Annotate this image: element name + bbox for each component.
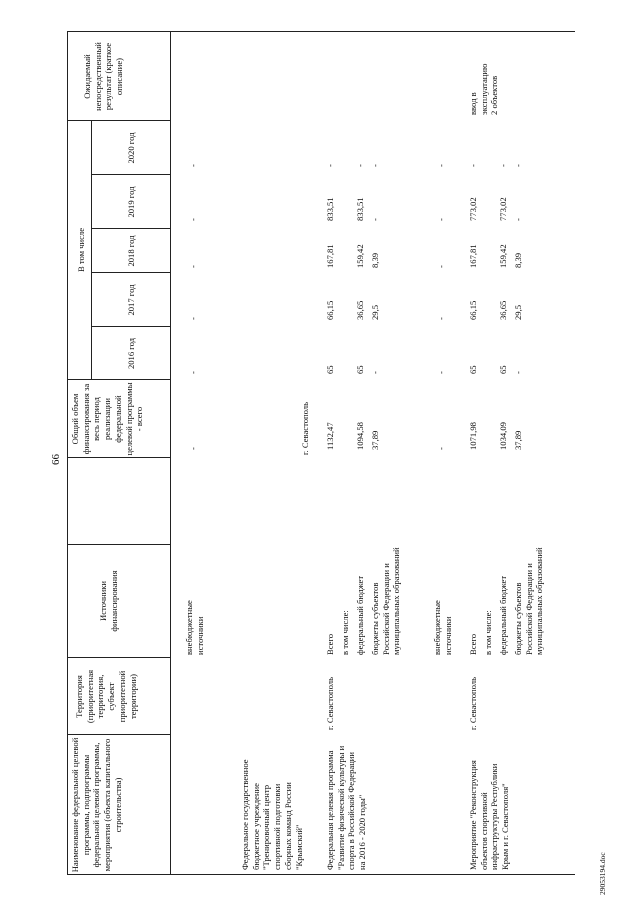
institution-name: Федеральное государственное бюджетное учреждение "Тренировочный центр спортивной подготовки сборных команд России "Крымский" [240, 759, 304, 870]
value-cell: - [436, 164, 446, 167]
value-cell: - [513, 371, 523, 374]
header-2017: 2017 год [126, 284, 136, 316]
col-rule [91, 174, 170, 175]
value-cell: - [188, 371, 198, 374]
carry-over-source: внебюджетные источники [184, 600, 205, 655]
header-2016: 2016 год [126, 337, 136, 370]
value-cell: 833,51 [325, 197, 335, 221]
value-cell: - [436, 371, 446, 374]
value-cell: 1071,98 [468, 422, 478, 450]
value-cell: - [436, 317, 446, 320]
value-cell: 65 [325, 365, 335, 374]
col-rule [67, 457, 170, 458]
value-cell: - [188, 447, 198, 450]
value-cell: 773,02 [468, 197, 478, 221]
col-rule [67, 657, 170, 658]
value-cell: - [370, 164, 380, 167]
measure-line-source: федеральный бюджет [498, 575, 508, 655]
measure-result: ввод в эксплуатацию 2 объектов [468, 63, 500, 115]
value-cell: 833,51 [355, 197, 365, 221]
header-2019: 2019 год [126, 186, 136, 218]
value-cell: 159,42 [355, 244, 365, 268]
value-cell: - [325, 164, 335, 167]
value-cell: 36,65 [355, 300, 365, 320]
page-number: 66 [50, 454, 62, 465]
col-rule [67, 544, 170, 545]
subheader-rule [91, 121, 92, 380]
header-bottom-rule [170, 32, 171, 875]
value-cell: - [436, 218, 446, 221]
value-cell: - [513, 164, 523, 167]
value-cell: 29,5 [513, 304, 523, 320]
table-top-border [67, 32, 68, 875]
measure-name: Мероприятие "Реконструкция объектов спортивной инфраструктуры Республики Крым и г. Севастополя" [468, 760, 511, 870]
col-rule [91, 228, 170, 229]
program-line-source: бюджеты субъектов Российской Федерации и муниципальных образований [370, 547, 402, 655]
col-rule [67, 120, 170, 121]
value-cell: 159,42 [498, 244, 508, 268]
value-cell: 66,15 [468, 300, 478, 320]
value-cell: 167,81 [468, 244, 478, 268]
value-cell: - [436, 265, 446, 268]
header-in-that-number: В том числе [76, 227, 86, 273]
value-cell: 65 [468, 365, 478, 374]
value-cell: - [513, 218, 523, 221]
header-2018: 2018 год [126, 235, 136, 267]
program-line-source: федеральный бюджет [355, 575, 365, 655]
program-name: Федеральная целевая программа "Развитие физической культуры и спорта в Российской Федерации на 2016 - 2020 годы" [325, 745, 368, 870]
value-cell: 37,89 [513, 430, 523, 450]
value-cell: 36,65 [498, 300, 508, 320]
col-rule [67, 379, 170, 380]
measure-line-source: в том числе: [483, 610, 493, 655]
header-territory: Территория (приоритетная территория, субъект приоритетной территории) [74, 669, 138, 724]
value-cell: 167,81 [325, 244, 335, 268]
file-name: 29053194.doc [598, 852, 607, 895]
program-line-source: Всего [325, 633, 335, 655]
value-cell: - [188, 164, 198, 167]
value-cell: 8,39 [513, 252, 523, 268]
value-cell: 66,15 [325, 300, 335, 320]
measure-line-source: бюджеты субъектов Российской Федерации и муниципальных образований [513, 547, 545, 655]
col-rule [67, 734, 170, 735]
col-rule [67, 874, 575, 875]
value-cell: 1034,09 [498, 422, 508, 450]
value-cell: 1094,58 [355, 422, 365, 450]
measure-line-source: Всего [468, 633, 478, 655]
value-cell: 65 [355, 365, 365, 374]
value-cell: - [436, 447, 446, 450]
value-cell: - [370, 218, 380, 221]
value-cell: - [188, 265, 198, 268]
program-line-source: в том числе: [340, 610, 350, 655]
header-sources: Источники финансирования [98, 570, 119, 632]
value-cell: 65 [498, 365, 508, 374]
value-cell: 37,89 [370, 430, 380, 450]
value-cell: - [498, 164, 508, 167]
program-territory: г. Севастополь [325, 676, 335, 730]
value-cell: 773,02 [498, 197, 508, 221]
header-total: Общий объем финансирования за весь период реализации федеральной целевой программы - всего [70, 382, 145, 456]
measure-territory: г. Севастополь [468, 676, 478, 730]
col-rule [67, 31, 575, 32]
program-line-source: внебюджетные источники [432, 600, 453, 655]
value-cell: 29,5 [370, 304, 380, 320]
header-result: Ожидаемый непосредственный результат (краткое описание) [82, 42, 125, 111]
value-cell: 1132,47 [325, 422, 335, 450]
header-2020: 2020 год [126, 132, 136, 164]
col-rule [91, 326, 170, 327]
value-cell: - [468, 164, 478, 167]
value-cell: - [370, 371, 380, 374]
city-heading: г. Севастополь [300, 401, 310, 455]
value-cell: - [188, 317, 198, 320]
value-cell: - [188, 218, 198, 221]
col-rule [91, 272, 170, 273]
value-cell: - [355, 164, 365, 167]
header-name: Наименование федеральной целевой программы, подпрограммы федеральной целевой программы, мероприятия (объекта капитального строительства) [70, 737, 123, 873]
value-cell: 8,39 [370, 252, 380, 268]
